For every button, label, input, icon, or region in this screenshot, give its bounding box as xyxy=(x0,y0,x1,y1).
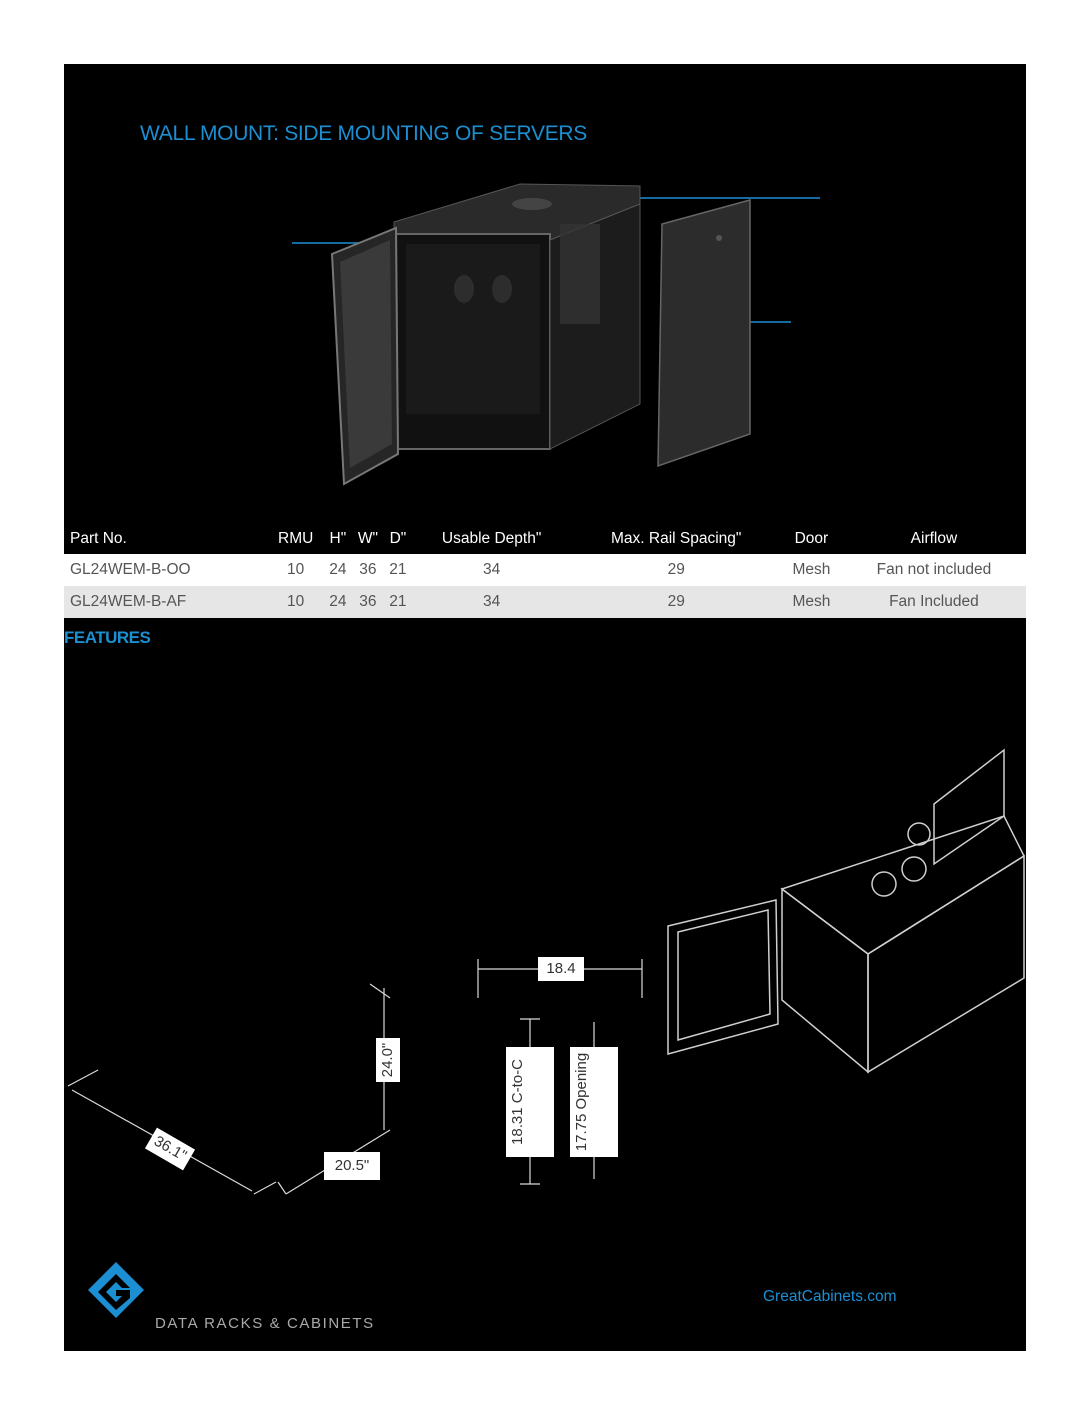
page-title: WALL MOUNT: SIDE MOUNTING OF SERVERS xyxy=(140,122,587,145)
width-dimension-label: 36.1" xyxy=(145,1128,195,1171)
cell-door: Mesh xyxy=(781,554,842,586)
col-header-h: H" xyxy=(329,530,347,547)
company-logo-icon xyxy=(86,1260,146,1320)
col-header-usable-depth: Usable Depth" xyxy=(441,530,542,547)
cell-usable-depth: 34 xyxy=(412,554,572,586)
cell-w: 36 xyxy=(352,586,384,618)
cell-d: 21 xyxy=(384,586,412,618)
features-heading: FEATURES xyxy=(64,628,151,647)
cell-d: 21 xyxy=(384,554,412,586)
c-to-c-dimension-label: 18.31 C-to-C xyxy=(506,1047,554,1157)
cell-airflow: Fan Included xyxy=(842,586,1026,618)
opening-dimension-label: 17.75 Opening xyxy=(570,1047,618,1157)
rail-width-dimension-label: 18.4 xyxy=(538,957,584,981)
height-dimension-label: 24.0" xyxy=(376,1038,400,1082)
col-header-d: D" xyxy=(389,530,407,547)
cell-part-no: GL24WEM-B-OO xyxy=(64,554,267,586)
depth-dimension-label: 20.5" xyxy=(324,1152,380,1180)
cell-airflow: Fan not included xyxy=(842,554,1026,586)
website-link[interactable]: GreatCabinets.com xyxy=(763,1288,897,1305)
company-tagline: DATA RACKS & CABINETS xyxy=(155,1315,375,1332)
table-row xyxy=(64,554,1026,586)
datasheet-page xyxy=(64,64,1026,1351)
col-header-rmu: RMU xyxy=(278,530,314,547)
cell-w: 36 xyxy=(352,554,384,586)
table-row xyxy=(64,586,1026,618)
cell-part-no: GL24WEM-B-AF xyxy=(64,586,267,618)
cell-usable-depth: 34 xyxy=(412,586,572,618)
col-header-part-no: Part No. xyxy=(70,530,127,547)
cell-rmu: 10 xyxy=(267,586,324,618)
cell-door: Mesh xyxy=(781,586,842,618)
col-header-airflow: Airflow xyxy=(910,530,958,547)
col-header-rail-spacing: Max. Rail Spacing" xyxy=(611,530,742,547)
cell-h: 24 xyxy=(324,586,352,618)
cell-rail-spacing: 29 xyxy=(571,586,780,618)
col-header-w: W" xyxy=(357,530,378,547)
spec-table xyxy=(64,524,1026,618)
table-header-row xyxy=(64,524,1026,554)
cell-h: 24 xyxy=(324,554,352,586)
cabinet-product-photo xyxy=(64,64,1026,524)
cell-rail-spacing: 29 xyxy=(571,554,780,586)
cell-rmu: 10 xyxy=(267,554,324,586)
col-header-door: Door xyxy=(794,530,829,547)
